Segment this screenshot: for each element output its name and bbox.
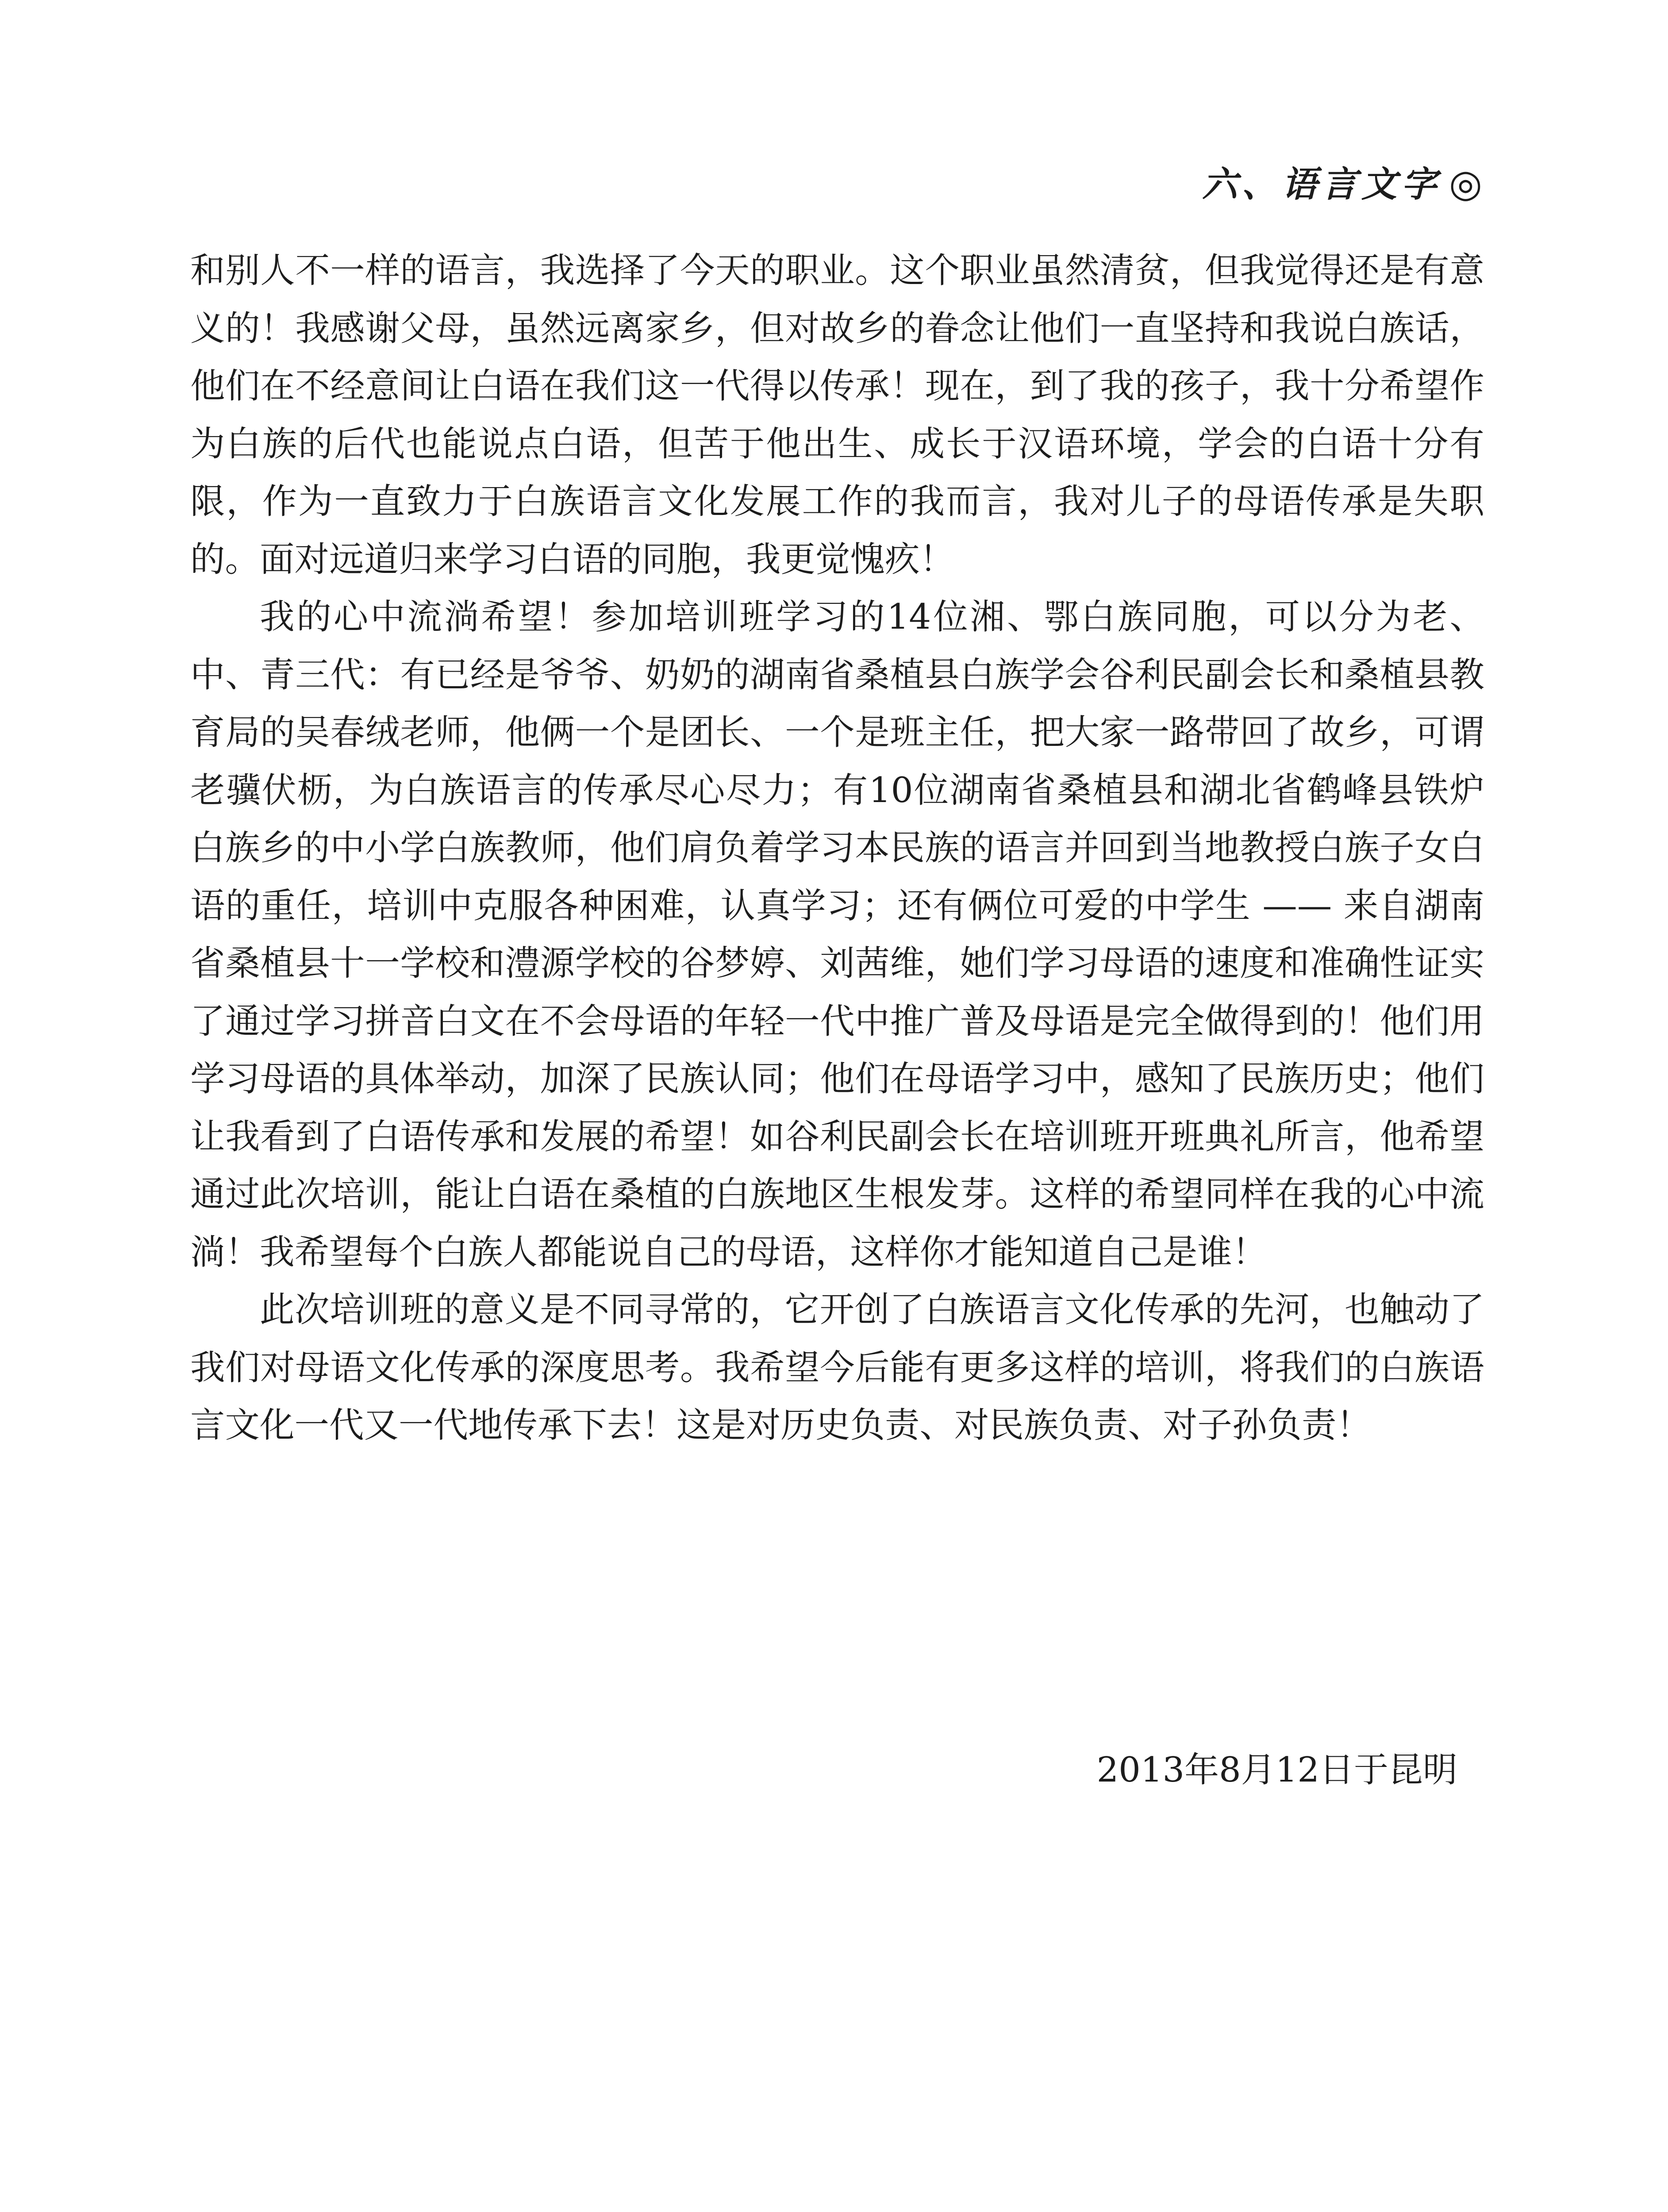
running-head: [1202, 156, 1487, 207]
running-title: 六、语言文字: [1202, 163, 1441, 205]
paragraph: 此次培训班的意义是不同寻常的，它开创了白族语言文化传承的先河，也触动了我们对母语文化传承的深度思考。我希望今后能有更多这样的培训，将我们的白族语言文化一代又一代地传承下去！这是对历史负责、对民族负责、对子孙负责！: [190, 1289, 1484, 1445]
paragraph-continued: 和别人不一样的语言，我选择了今天的职业。这个职业虽然清贫，但我觉得还是有意义的！我感谢父母，虽然远离家乡，但对故乡的眷念让他们一直坚持和我说白族话，他们在不经意间让白语在我们这一代得以传承！现在，到了我的孩子，我十分希望作为白族的后代也能说点白语，但苦于他出生、成长于汉语环境，学会的白语十分有限，作为一直致力于白族语言文化发展工作的我而言，我对儿子的母语传承是失职的。面对远道归来学习白语的同胞，我更觉愧疚！: [190, 250, 1484, 580]
body-text: [190, 242, 1484, 1454]
dateline: 2013年8月12日于昆明: [1096, 1750, 1457, 1790]
ornament-icon: ◎: [1449, 161, 1487, 206]
paragraph: 我的心中流淌希望！参加培训班学习的14位湘、鄂白族同胞，可以分为老、中、青三代：有已经是爷爷、奶奶的湖南省桑植县白族学会谷利民副会长和桑植县教育局的吴春绒老师，他俩一个是团长、一个是班主任，把大家一路带回了故乡，可谓老骥伏枥，为白族语言的传承尽心尽力；有10位湖南省桑植县和湖北省鹤峰县铁炉白族乡的中小学白族教师，他们肩负着学习本民族的语言并回到当地教授白族子女白语的重任，培训中克服各种困难，认真学习；还有俩位可爱的中学生 —— 来自湖南省桑植县十一学校和澧源学校的谷梦婷、刘茜维，她们学习母语的速度和准确性证实了通过学习拼音白文在不会母语的年轻一代中推广普及母语是完全做得到的！他们用学习母语的具体举动，加深了民族认同；他们在母语学习中，感知了民族历史；他们让我看到了白语传承和发展的希望！如谷利民副会长在培训班开班典礼所言，他希望通过此次培训，能让白语在桑植的白族地区生根发芽。这样的希望同样在我的心中流淌！我希望每个白族人都能说自己的母语，这样你才能知道自己是谁！: [190, 596, 1484, 1272]
